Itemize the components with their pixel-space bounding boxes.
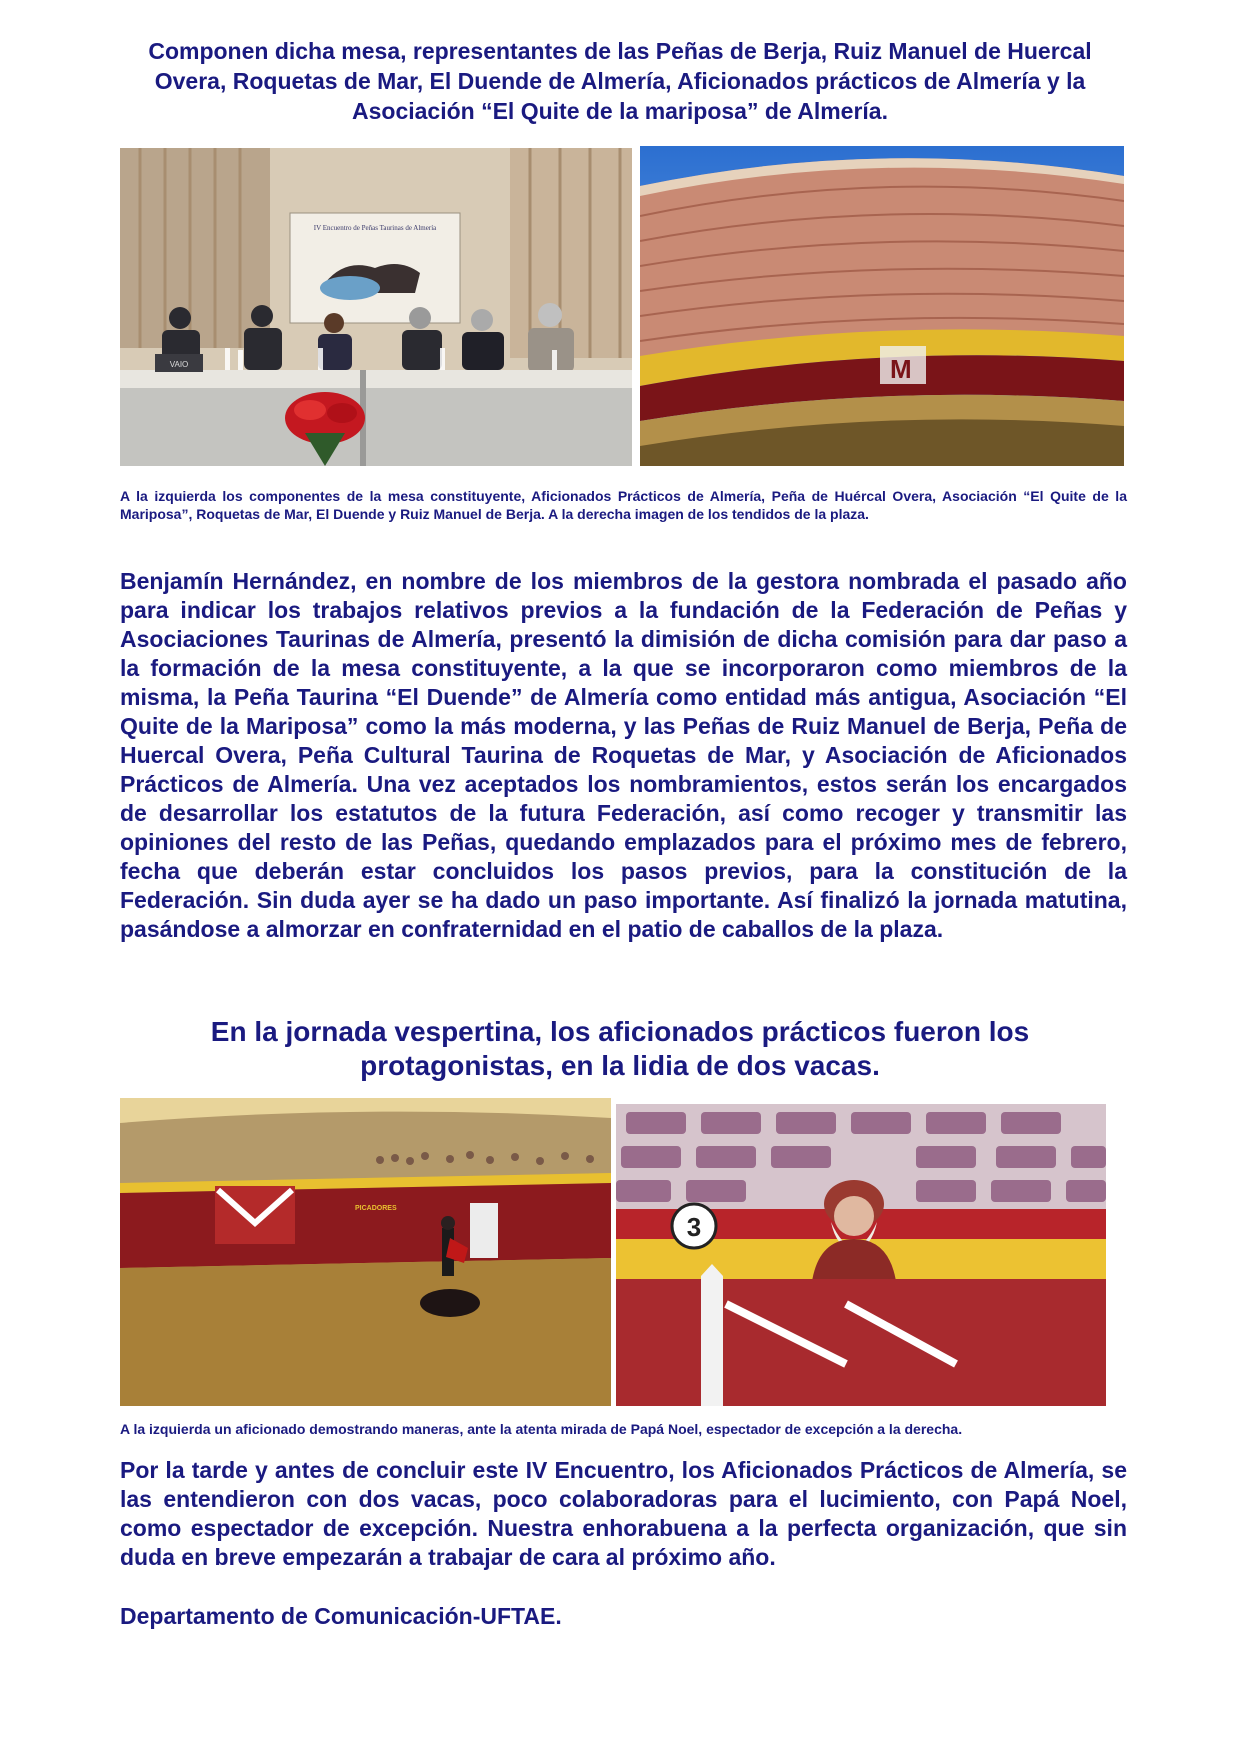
caption-photos-1: A la izquierda los componentes de la mesa constituyente, Aficionados Prácticos de Almería, Peña de Huércal Overa, Asociación “El Quite de la Mariposa”, Roquetas de Mar, El Duende y Ruiz Manuel de Berja. A la derecha imagen de los tendidos de la plaza. bbox=[120, 488, 1127, 522]
photo-papa-noel bbox=[616, 1104, 1106, 1406]
signature: Departamento de Comunicación-UFTAE. bbox=[120, 1603, 562, 1629]
caption-photos-2: A la izquierda un aficionado demostrando maneras, ante la atenta mirada de Papá Noel, espectador de excepción a la derecha. bbox=[120, 1421, 963, 1437]
photo-tendidos-plaza bbox=[640, 146, 1124, 466]
second-heading: En la jornada vespertina, los aficionados prácticos fueron los protagonistas, en la lidia de dos vacas. bbox=[210, 1016, 1030, 1081]
top-heading: Componen dicha mesa, representantes de las Peñas de Berja, Ruiz Manuel de Huercal Overa, Roquetas de Mar, El Duende de Almería, Aficionados prácticos de Almería y la Asociación “El Quite de la mariposa” de Almería. bbox=[148, 38, 1092, 124]
photo-mesa-constituyente bbox=[120, 148, 632, 466]
paragraph-jornada-vespertina: Por la tarde y antes de concluir este IV Encuentro, los Aficionados Prácticos de Almería, se las entendieron con dos vacas, poco colaboradoras para el lucimiento, con Papá Noel, como espectador de excepción. Nuestra enhorabuena a la perfecta organización, que sin duda en breve empezarán a trabajar de cara al próximo año. bbox=[120, 1457, 1127, 1570]
paragraph-mesa-constituyente: Benjamín Hernández, en nombre de los miembros de la gestora nombrada el pasado año para indicar los trabajos relativos previos a la fundación de la Federación de Peñas y Asociaciones Taurinas de Almería, presentó la dimisión de dicha comisión para dar paso a la formación de la mesa constituyente, a la que se incorporaron como miembros de la misma, la Peña Taurina “El Duende” de Almería como entidad más antigua, Asociación “El Quite de la Mariposa” como la más moderna, y las Peñas de Ruiz Manuel de Berja, Peña de Huercal Overa, Peña Cultural Taurina de Roquetas de Mar, y Asociación de Aficionados Prácticos de Almería. Una vez aceptados los nombramientos, estos serán los encargados de desarrollar los estatutos de la futura Federación, así como recoger y transmitir las opiniones del resto de las Peñas, quedando emplazados para el próximo mes de febrero, fecha que deberán estar concluidos los pasos previos, para la constitución de la Federación. Sin duda ayer se ha dado un paso importante. Así finalizó la jornada matutina, pasándose a almorzar en confraternidad en el patio de caballos de la plaza. bbox=[120, 568, 1127, 942]
gate-number: 3 bbox=[686, 1212, 702, 1242]
barrier-label: PICADORES bbox=[355, 1205, 397, 1212]
screen-text: IV Encuentro de Peñas Taurinas de Almería bbox=[313, 224, 437, 232]
photo-aficionado-lidia bbox=[120, 1098, 611, 1406]
laptop-brand: VAIO bbox=[169, 360, 189, 369]
barrier-text: M bbox=[890, 354, 912, 384]
